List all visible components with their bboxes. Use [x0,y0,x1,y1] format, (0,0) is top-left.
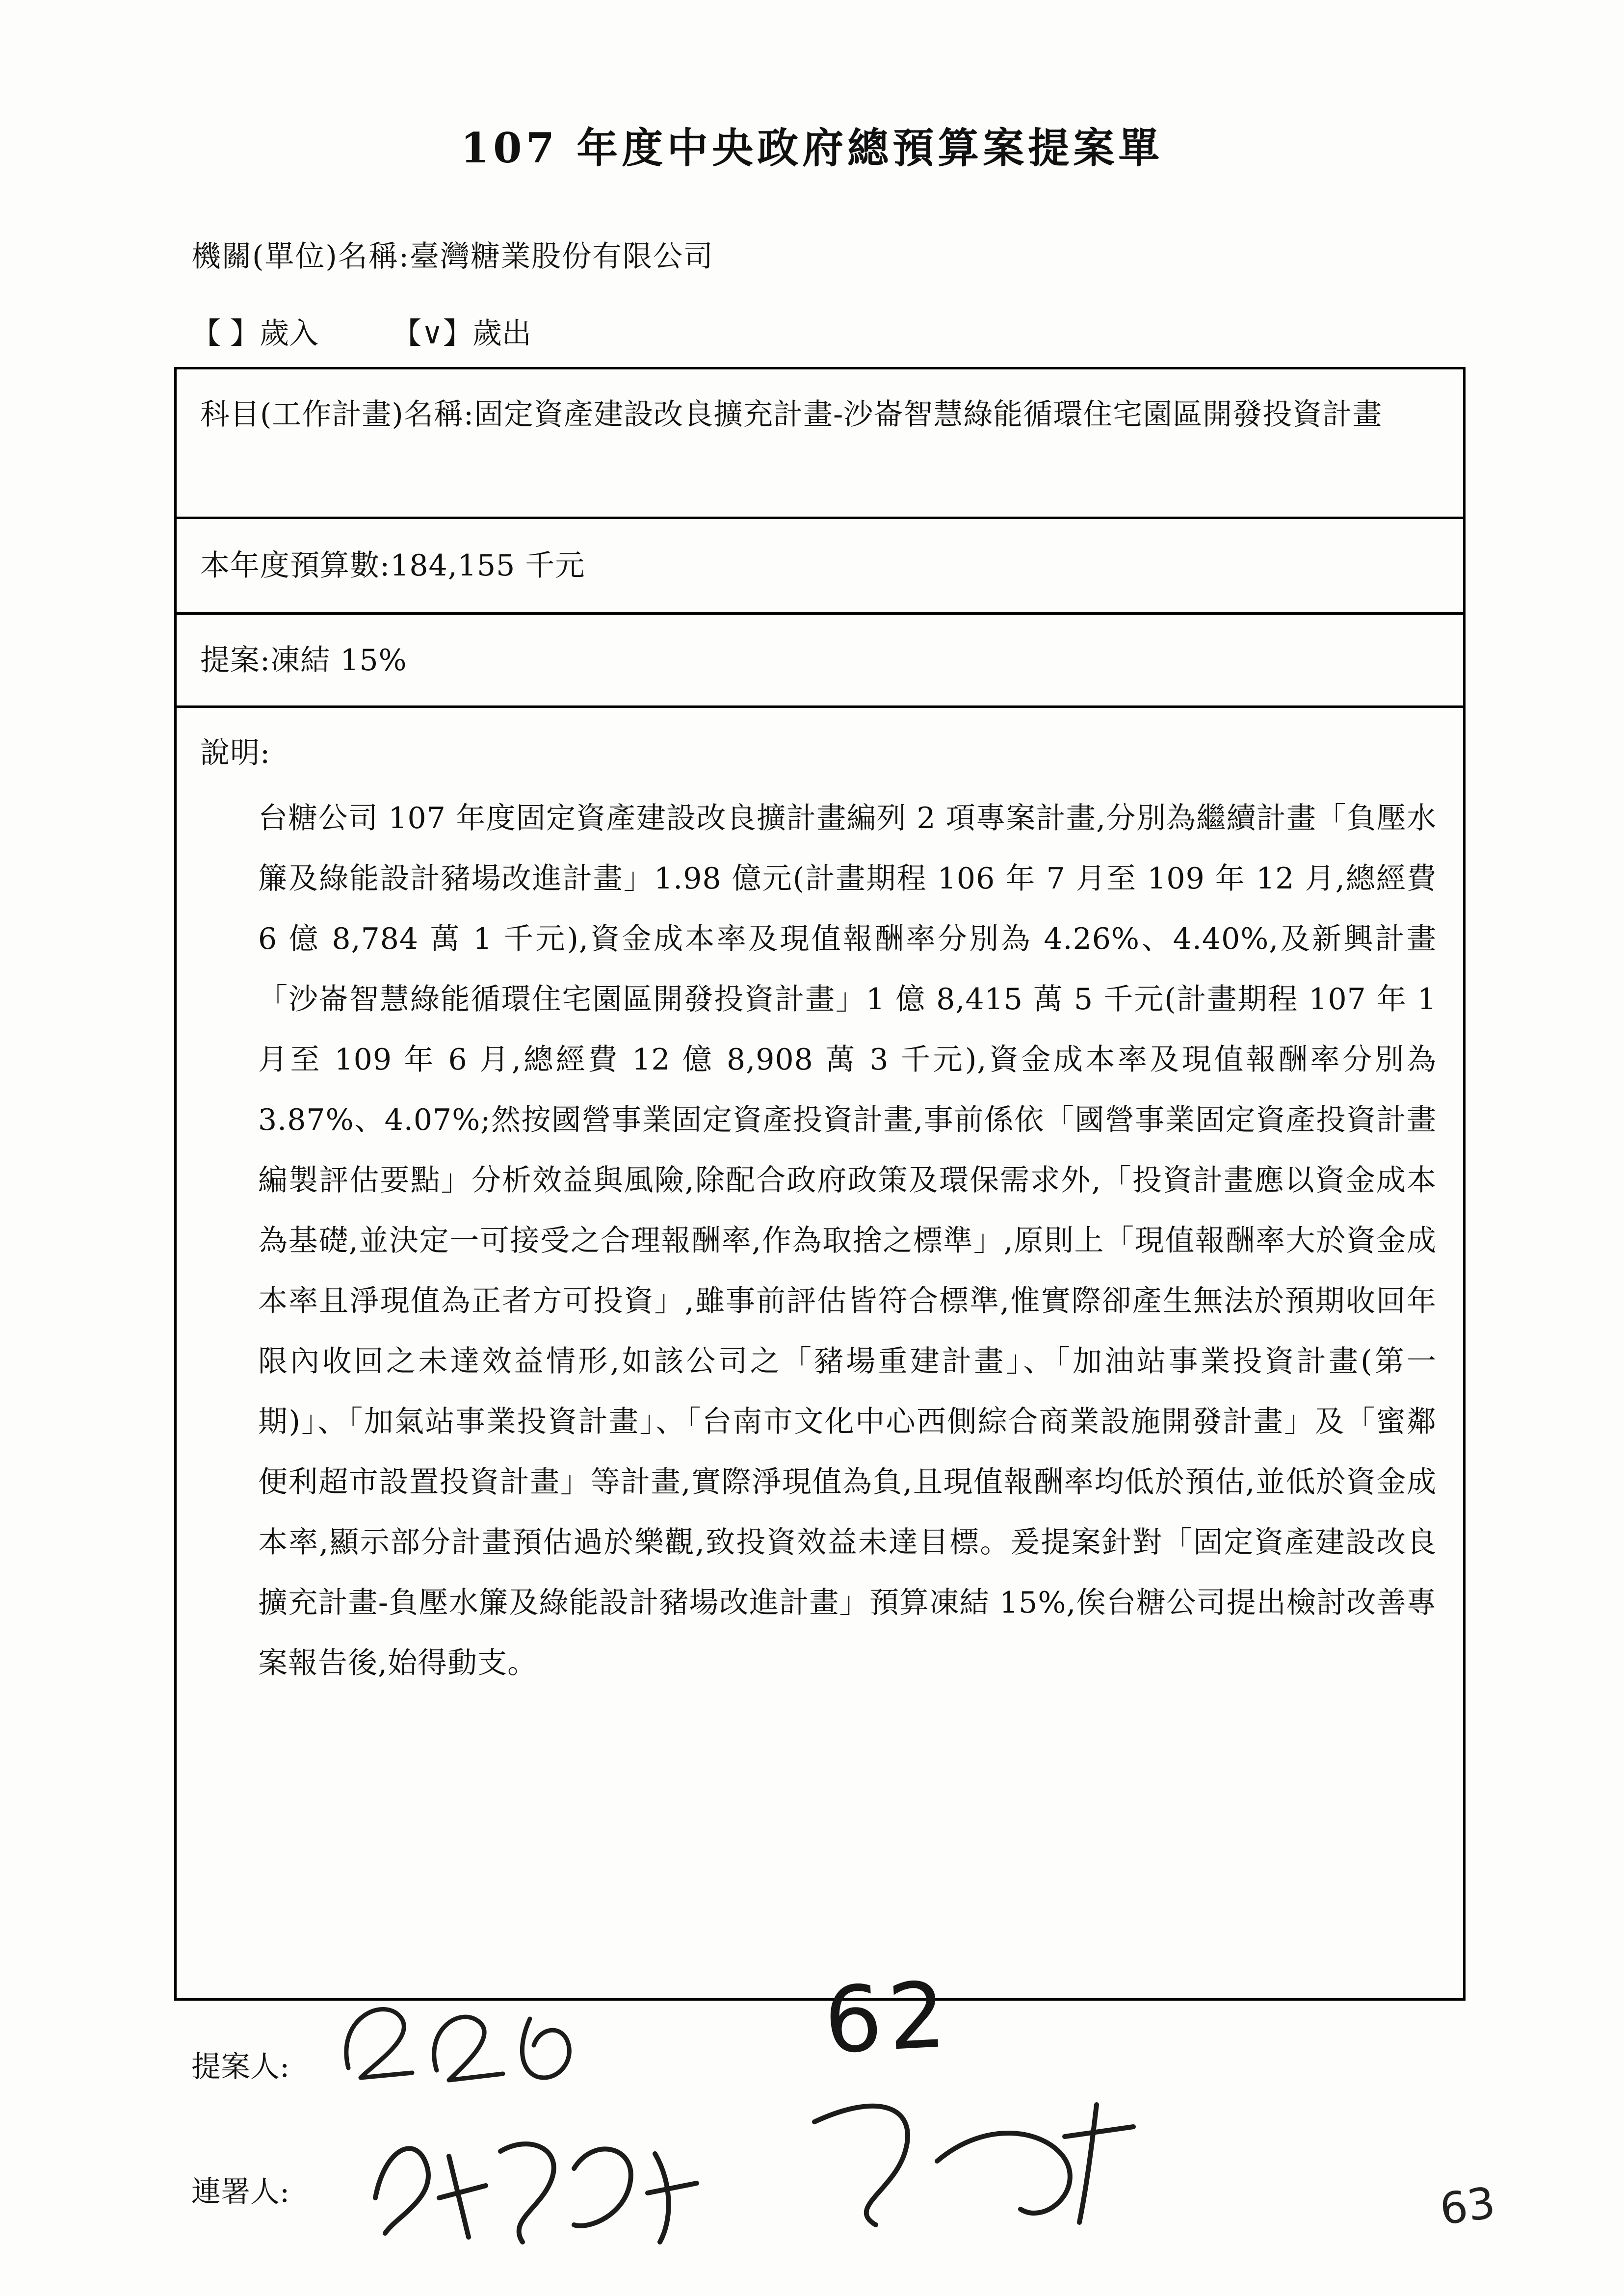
handwritten-number-62: 62 [821,1961,954,2074]
checkbox-revenue: 【 】歲入 [191,316,319,351]
checkbox-expenditure-checked: 【∨】歲出 [392,316,531,351]
budget-row: 本年度預算數:184,155 千元 [177,519,1463,615]
explanation-label: 說明: [200,736,271,770]
explanation-row [177,708,1463,1998]
document-title: 107 年度中央政府總預算案提案單 [460,124,1164,172]
proposer-signature [314,1984,589,2107]
cosigner-label: 連署人: [191,2175,290,2209]
explanation-body: 台糖公司 107 年度固定資產建設改良擴計畫編列 2 項專案計畫,分別為繼續計畫「負壓水簾及綠能設計豬場改進計畫」1.98 億元(計畫期程 106 年 7 月至 109 年 12 月,總經費 6 億 8,784 萬 1 千元),資金成本率及現值報酬率分別為 4.26%、4.40%,及新興計畫「沙崙智慧綠能循環住宅園區開發投資計畫」1 億 8,415 萬 5 千元(計畫期程 107 年 1 月至 109 年 6 月,總經費 12 億 8,908 萬 3 千元),資金成本率及現值報酬率分別為 3.87%、4.07%;然按國營事業固定資產投資計畫,事前係依「國營事業固定資產投資計畫編製評估要點」分析效益與風險,除配合政府政策及環保需求外,「投資計畫應以資金成本為基礎,並決定一可接受之合理報酬率,作為取捨之標準」,原則上「現值報酬率大於資金成本率且淨現值為正者方可投資」,雖事前評估皆符合標準,惟實際卻產生無法於預期收回年限內收回之未達效益情形,如該公司之「豬場重建計畫」、「加油站事業投資計畫(第一期)」、「加氣站事業投資計畫」、「台南市文化中心西側綜合商業設施開發計畫」及「蜜鄰便利超市設置投資計畫」等計畫,實際淨現值為負,且現值報酬率均低於預估,並低於資金成本率,顯示部分計畫預估過於樂觀,致投資效益未達目標。爰提案針對「固定資產建設改良擴充計畫-負壓水簾及綠能設計豬場改進計畫」預算凍結 15%,俟台糖公司提出檢討改善專案報告後,始得動支。 [258,801,1437,1680]
agency-name-line: 機關(單位)名稱:臺灣糖業股份有限公司 [191,239,714,274]
proposal-table [174,367,1466,2001]
cosigner-signature-2 [785,2078,1158,2240]
page-number: 63 [1437,2177,1498,2235]
subject-row: 科目(工作計畫)名稱:固定資產建設改良擴充計畫-沙崙智慧綠能循環住宅園區開發投資計畫 [177,369,1463,519]
cosigner-signature-1 [353,2105,751,2252]
proposal-row: 提案:凍結 15% [177,615,1463,708]
revenue-expenditure-checkboxes [191,310,531,352]
proposer-label: 提案人: [191,2050,290,2084]
